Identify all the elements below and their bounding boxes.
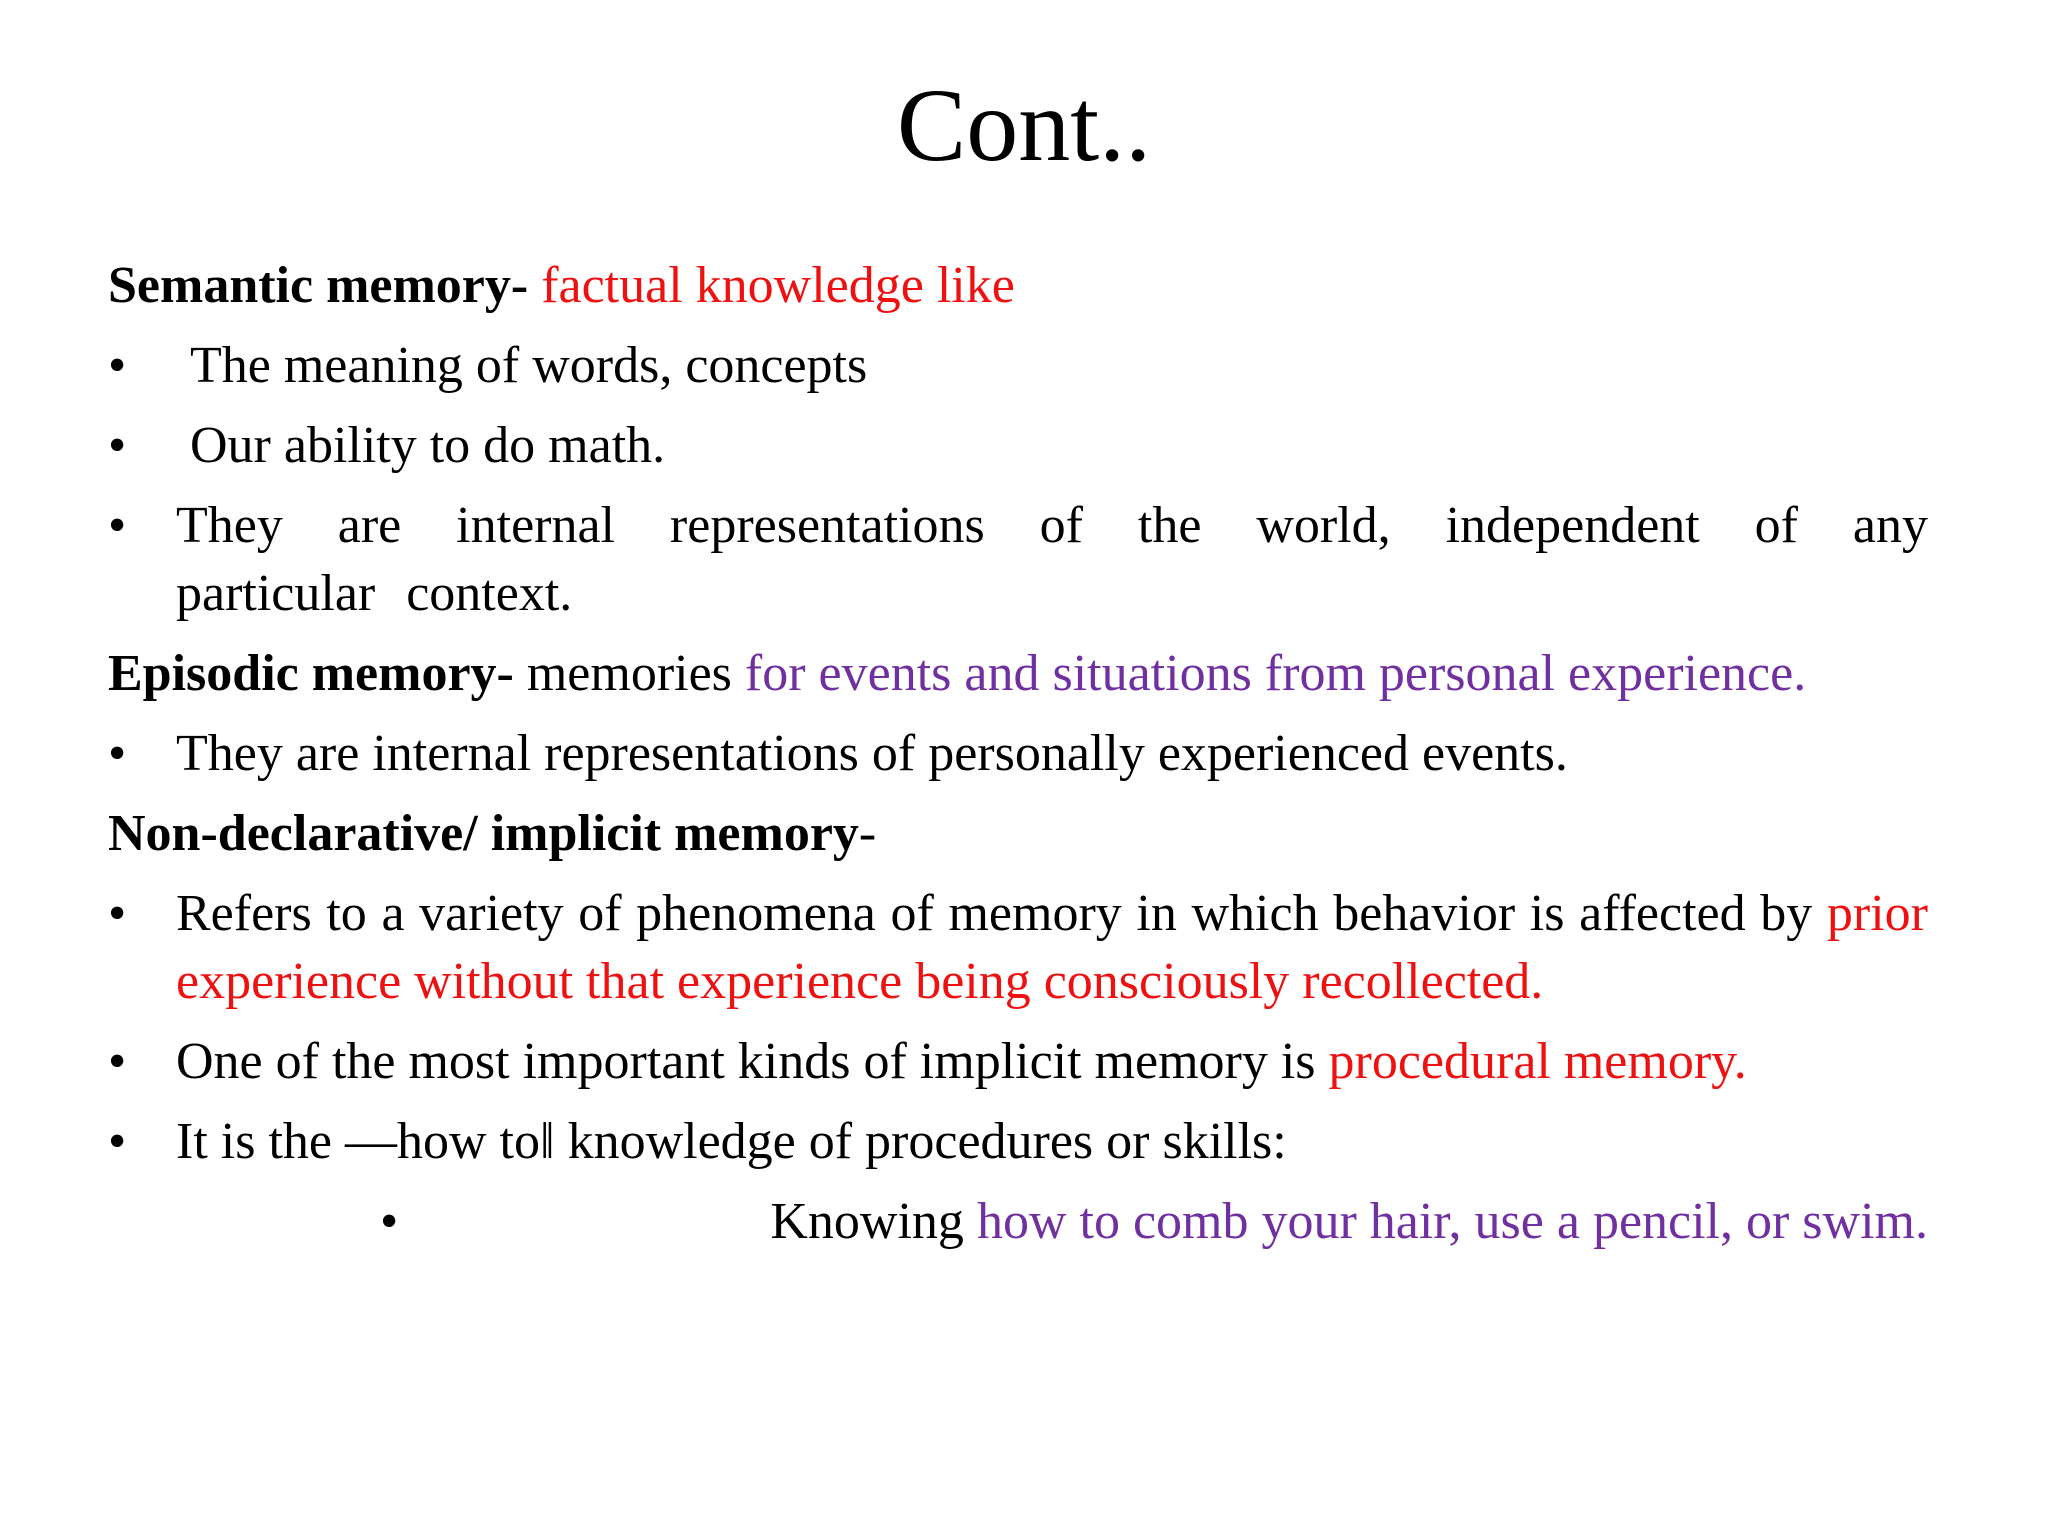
list-item	[108, 492, 1928, 628]
list-item-text: Our ability to do math.	[190, 417, 666, 474]
bullet-icon: •	[380, 1193, 399, 1250]
list-item	[108, 720, 1928, 788]
episodic-heading	[108, 640, 1928, 708]
bullet-icon: •	[108, 885, 127, 942]
semantic-bullet-list	[108, 332, 1928, 628]
list-item-highlight: procedural memory.	[1328, 1033, 1747, 1090]
implicit-heading	[108, 800, 1928, 868]
list-item	[108, 332, 1928, 400]
bullet-icon: •	[108, 417, 127, 474]
semantic-heading	[108, 252, 1928, 320]
sub-list-item-lead: Knowing	[770, 1193, 977, 1250]
list-item	[108, 1108, 1928, 1176]
list-item	[108, 880, 1928, 1016]
list-item-highlight: prior experience without that experience being consciously recollected.	[176, 885, 1928, 1010]
page-title: Cont..	[896, 68, 1152, 183]
sub-list-item-highlight: how to comb your hair, use a pencil, or swim.	[976, 1193, 1928, 1250]
episodic-description: for events and situations from personal experience.	[744, 645, 1807, 702]
implicit-label-suffix: -	[858, 805, 877, 862]
episodic-label: Episodic memory-	[108, 645, 514, 702]
list-item-text: The meaning of words, concepts	[190, 337, 868, 394]
bullet-icon: •	[108, 1113, 127, 1170]
sub-list-item	[108, 1188, 1928, 1256]
bullet-icon: •	[108, 725, 127, 782]
episodic-description-lead: memories	[513, 645, 745, 702]
list-item-text: They are internal representations of personally experienced events.	[176, 725, 1568, 782]
implicit-label: Non-declarative/ implicit memory	[108, 805, 859, 862]
semantic-description: factual knowledge like	[528, 257, 1015, 314]
slide-body	[108, 252, 1928, 1268]
list-item-text: Refers to a variety of phenomena of memory in which behavior is affected by	[176, 885, 1827, 942]
list-item	[108, 412, 1928, 480]
bullet-icon: •	[108, 1033, 127, 1090]
implicit-bullet-list	[108, 880, 1928, 1256]
episodic-bullet-list	[108, 720, 1928, 788]
list-item	[108, 1028, 1928, 1096]
list-item-text: One of the most important kinds of implicit memory is	[176, 1033, 1329, 1090]
list-item-text: It is the ―how to‖ knowledge of procedures or skills:	[176, 1113, 1287, 1170]
semantic-label: Semantic memory-	[108, 257, 529, 314]
bullet-icon: •	[108, 497, 127, 554]
list-item-text: They are internal representations of the world, independent of any particular context.	[176, 497, 1928, 622]
bullet-icon: •	[108, 337, 127, 394]
